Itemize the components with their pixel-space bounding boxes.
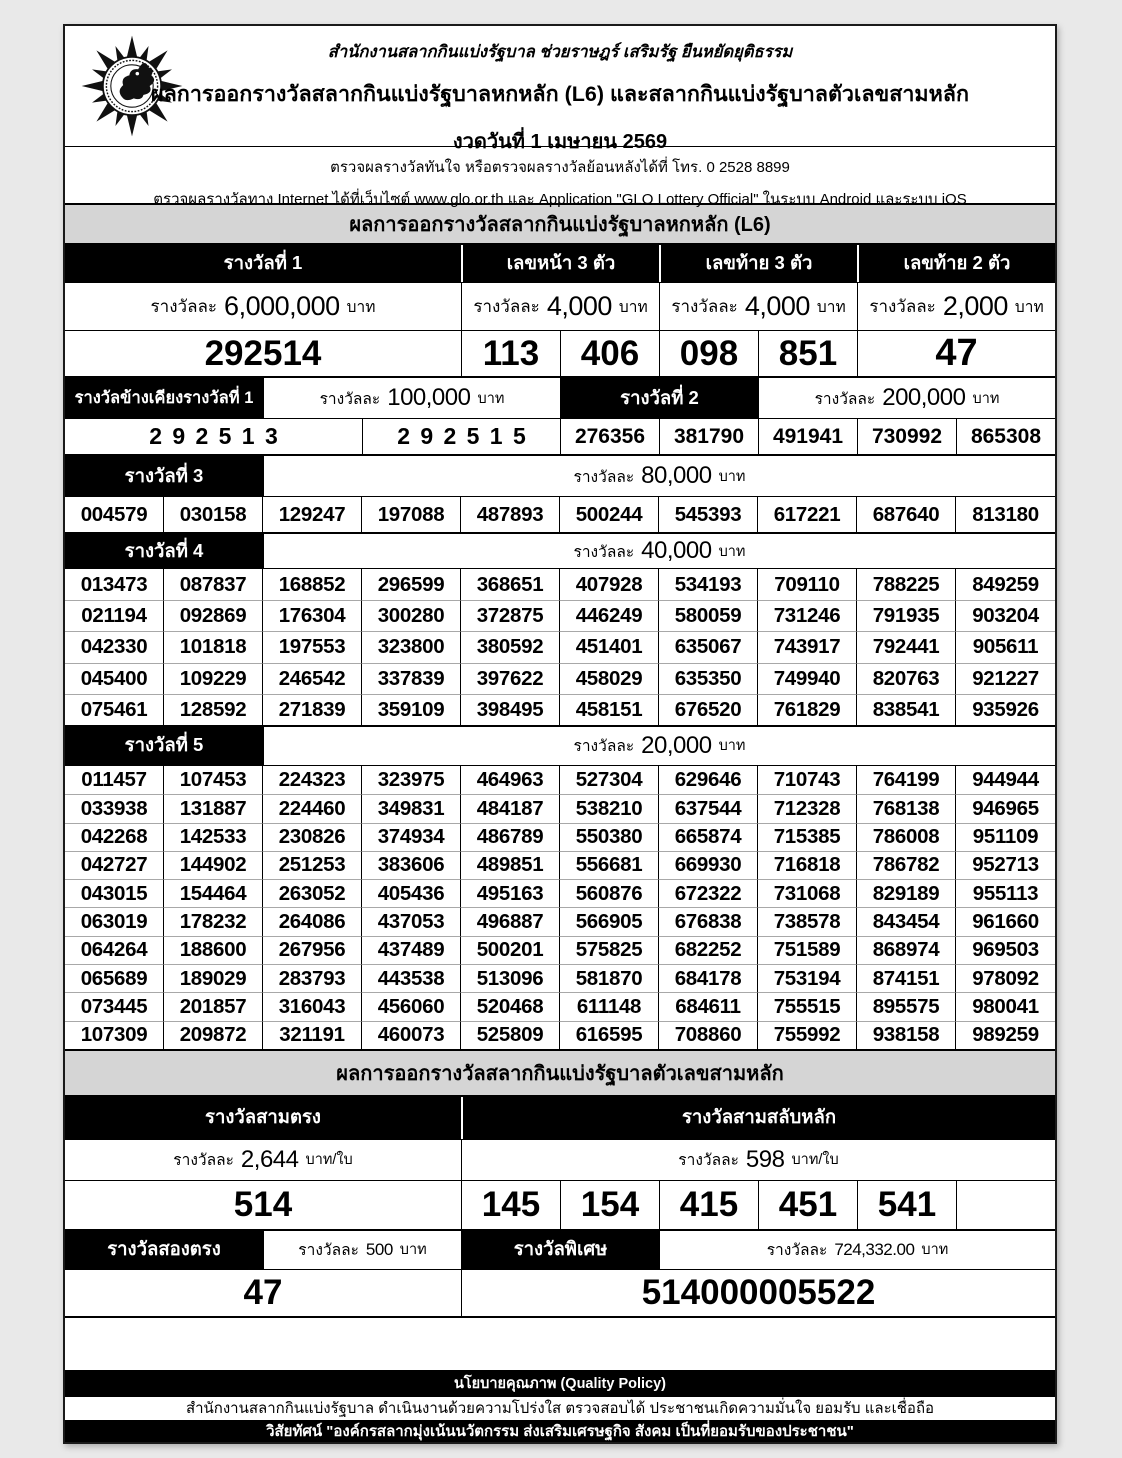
- number-cell: 635067: [659, 631, 758, 662]
- two-straight-header: รางวัลสองตรง: [65, 1231, 263, 1269]
- front3-header: เลขหน้า 3 ตัว: [461, 245, 659, 282]
- number-cell: 687640: [857, 497, 956, 532]
- number-cell: 731068: [758, 879, 857, 907]
- number-cell: 407928: [560, 569, 659, 600]
- number-cell: 456060: [362, 992, 461, 1020]
- prize5-numbers-grid: [65, 765, 1055, 1049]
- number-cell: 030158: [164, 497, 263, 532]
- number-cell: 534193: [659, 569, 758, 600]
- number-cell: 092869: [164, 600, 263, 631]
- prize2-amount: รางวัลละ 200,000 บาท: [758, 378, 1055, 418]
- number-cell: 458029: [560, 663, 659, 694]
- number-cell: 224323: [263, 766, 362, 794]
- number-cell: 575825: [560, 936, 659, 964]
- prize-amount-label: รางวัลละ: [150, 297, 218, 316]
- number-cell: 251253: [263, 851, 362, 879]
- prize4-amount: รางวัลละ 40,000 บาท: [263, 534, 1055, 568]
- number-cell: 751589: [758, 936, 857, 964]
- number-cell: 786008: [857, 823, 956, 851]
- section-title-l6: ผลการออกรางวัลสลากกินแบ่งรัฐบาลหกหลัก (L6): [65, 203, 1055, 245]
- number-cell: 451401: [560, 631, 659, 662]
- number-cell: 611148: [560, 992, 659, 1020]
- number-cell: 978092: [956, 964, 1055, 992]
- number-cell: 201857: [164, 992, 263, 1020]
- two-straight-special-numbers-row: [65, 1269, 1055, 1316]
- front3-amount: รางวัลละ 4,000 บาท: [461, 283, 659, 330]
- prize2-number: 276356: [560, 419, 659, 454]
- number-cell: 764199: [857, 766, 956, 794]
- number-cell: 955113: [956, 879, 1055, 907]
- empty-cell: [956, 1181, 1055, 1229]
- number-cell: 527304: [560, 766, 659, 794]
- number-cell: 684611: [659, 992, 758, 1020]
- agency-tagline: สำนักงานสลากกินแบ่งรัฐบาล ช่วยราษฎร์ เสริมรัฐ ยืนหยัดยุติธรรม: [327, 43, 793, 61]
- number-cell: 989259: [956, 1021, 1055, 1049]
- number-cell: 676520: [659, 694, 758, 725]
- section-title-n3: ผลการออกรางวัลสลากกินแบ่งรัฐบาลตัวเลขสามหลัก: [65, 1049, 1055, 1097]
- number-cell: 042727: [65, 851, 164, 879]
- front3-number: 406: [560, 331, 659, 376]
- number-cell: 042330: [65, 631, 164, 662]
- number-cell: 580059: [659, 600, 758, 631]
- quality-policy-text: สำนักงานสลากกินแบ่งรัฐบาล ดำเนินงานด้วยความโปร่งใส ตรวจสอบได้ ประชาชนเกิดความมั่นใจ ยอมรับ และเชื่อถือ: [185, 1400, 935, 1418]
- number-cell: 525809: [461, 1021, 560, 1049]
- number-cell: 895575: [857, 992, 956, 1020]
- number-cell: 710743: [758, 766, 857, 794]
- number-cell: 786782: [857, 851, 956, 879]
- number-cell: 178232: [164, 907, 263, 935]
- number-cell: 372875: [461, 600, 560, 631]
- n3-header-row: [65, 1097, 1055, 1139]
- number-cell: 715385: [758, 823, 857, 851]
- number-cell: 224460: [263, 794, 362, 822]
- number-cell: 397622: [461, 663, 560, 694]
- lottery-result-sheet: [63, 24, 1057, 1444]
- first-prize-header-row: [65, 245, 1055, 282]
- number-cell: 374934: [362, 823, 461, 851]
- number-cell: 168852: [263, 569, 362, 600]
- number-cell: 629646: [659, 766, 758, 794]
- number-cell: 905611: [956, 631, 1055, 662]
- number-cell: 788225: [857, 569, 956, 600]
- number-cell: 013473: [65, 569, 164, 600]
- number-cell: 144902: [164, 851, 263, 879]
- number-cell: 142533: [164, 823, 263, 851]
- number-cell: 437489: [362, 936, 461, 964]
- prize2-number: 491941: [758, 419, 857, 454]
- three-permuted-number: 541: [857, 1181, 956, 1229]
- front3-number: 113: [461, 331, 560, 376]
- prize1-amount: [65, 283, 461, 330]
- document-header: [65, 26, 1055, 153]
- two-straight-special-header-row: [65, 1229, 1055, 1269]
- document-title: ผลการออกรางวัลสลากกินแบ่งรัฐบาลหกหลัก (L6) และสลากกินแบ่งรัฐบาลตัวเลขสามหลัก: [151, 82, 969, 106]
- number-cell: 337839: [362, 663, 461, 694]
- number-cell: 263052: [263, 879, 362, 907]
- special-prize-amount: รางวัลละ 724,332.00 บาท: [659, 1231, 1055, 1269]
- number-cell: 073445: [65, 992, 164, 1020]
- last3-number: 851: [758, 331, 857, 376]
- number-cell: 321191: [263, 1021, 362, 1049]
- number-cell: 665874: [659, 823, 758, 851]
- prize4-numbers-grid: [65, 568, 1055, 725]
- number-cell: 672322: [659, 879, 758, 907]
- three-permuted-number: 415: [659, 1181, 758, 1229]
- number-cell: 513096: [461, 964, 560, 992]
- number-cell: 087837: [164, 569, 263, 600]
- special-prize-number: 514000005522: [461, 1270, 1055, 1316]
- number-cell: 921227: [956, 663, 1055, 694]
- three-straight-amount: รางวัลละ 2,644 บาท/ใบ: [173, 1145, 353, 1173]
- number-cell: 616595: [560, 1021, 659, 1049]
- adjacent-amount: รางวัลละ 100,000 บาท: [263, 378, 560, 418]
- number-cell: 230826: [263, 823, 362, 851]
- prize4-header: รางวัลที่ 4: [65, 534, 263, 568]
- prize1-header: รางวัลที่ 1: [65, 245, 461, 282]
- two-straight-number: 47: [243, 1272, 283, 1312]
- prize-amount-unit: บาท: [346, 299, 376, 316]
- first-prize-numbers-row: [65, 330, 1055, 376]
- prize4-header-row: [65, 532, 1055, 568]
- number-cell: 952713: [956, 851, 1055, 879]
- number-cell: 550380: [560, 823, 659, 851]
- number-cell: 944944: [972, 768, 1039, 792]
- number-cell: 743917: [758, 631, 857, 662]
- prize3-numbers-grid: [65, 496, 1055, 532]
- number-cell: 189029: [164, 964, 263, 992]
- number-cell: 323975: [362, 766, 461, 794]
- adjacent-header: รางวัลข้างเคียงรางวัลที่ 1: [65, 378, 263, 418]
- number-cell: 637544: [659, 794, 758, 822]
- three-straight-number: 514: [233, 1184, 293, 1224]
- number-cell: 500244: [560, 497, 659, 532]
- number-cell: 443538: [362, 964, 461, 992]
- number-cell: 021194: [65, 600, 164, 631]
- number-cell: 011457: [65, 766, 164, 794]
- prize2-number: 381790: [659, 419, 758, 454]
- number-cell: 405436: [362, 879, 461, 907]
- number-cell: 500201: [461, 936, 560, 964]
- last3-header: เลขท้าย 3 ตัว: [659, 245, 857, 282]
- number-cell: 716818: [758, 851, 857, 879]
- adjacent-number: 292515: [362, 419, 560, 454]
- number-cell: 283793: [263, 964, 362, 992]
- number-cell: 820763: [857, 663, 956, 694]
- blank-row: [65, 1316, 1055, 1370]
- number-cell: 935926: [956, 694, 1055, 725]
- number-cell: 813180: [972, 502, 1039, 526]
- n3-numbers-row: [65, 1180, 1055, 1229]
- number-cell: 768138: [857, 794, 956, 822]
- number-cell: 495163: [461, 879, 560, 907]
- three-permuted-header: รางวัลสามสลับหลัก: [461, 1097, 1055, 1139]
- number-cell: 004579: [65, 497, 164, 532]
- number-cell: 131887: [164, 794, 263, 822]
- number-cell: 380592: [461, 631, 560, 662]
- number-cell: 581870: [560, 964, 659, 992]
- number-cell: 349831: [362, 794, 461, 822]
- adjacent-prize2-header-row: [65, 376, 1055, 418]
- number-cell: 458151: [560, 694, 659, 725]
- number-cell: 109229: [164, 663, 263, 694]
- first-prize-amount-row: [65, 282, 1055, 330]
- number-cell: 383606: [362, 851, 461, 879]
- number-cell: 738578: [758, 907, 857, 935]
- n3-amount-row: [65, 1139, 1055, 1180]
- number-cell: 545393: [659, 497, 758, 532]
- special-prize-header: รางวัลพิเศษ: [461, 1231, 659, 1269]
- prize2-header: รางวัลที่ 2: [560, 378, 758, 418]
- number-cell: 520468: [461, 992, 560, 1020]
- prize2-number: 865308: [956, 419, 1055, 454]
- last2-amount: รางวัลละ 2,000 บาท: [857, 283, 1055, 330]
- number-cell: 749940: [758, 663, 857, 694]
- number-cell: 753194: [758, 964, 857, 992]
- number-cell: 682252: [659, 936, 758, 964]
- number-cell: 708860: [659, 1021, 758, 1049]
- number-cell: 197553: [263, 631, 362, 662]
- number-cell: 684178: [659, 964, 758, 992]
- number-cell: 496887: [461, 907, 560, 935]
- number-cell: 101818: [164, 631, 263, 662]
- number-cell: 938158: [857, 1021, 956, 1049]
- number-cell: 874151: [857, 964, 956, 992]
- number-cell: 043015: [65, 879, 164, 907]
- three-permuted-number: 145: [461, 1181, 560, 1229]
- number-cell: 464963: [461, 766, 560, 794]
- number-cell: 843454: [857, 907, 956, 935]
- number-cell: 271839: [263, 694, 362, 725]
- number-cell: 209872: [164, 1021, 263, 1049]
- number-cell: 709110: [758, 569, 857, 600]
- number-cell: 951109: [956, 823, 1055, 851]
- number-cell: 323800: [362, 631, 461, 662]
- info-phone-line: ตรวจผลรางวัลทันใจ หรือตรวจผลรางวัลย้อนหลังได้ที่ โทร. 0 2528 8899: [330, 159, 790, 176]
- number-cell: 267956: [263, 936, 362, 964]
- number-cell: 761829: [758, 694, 857, 725]
- number-cell: 107309: [65, 1021, 164, 1049]
- prize5-header: รางวัลที่ 5: [65, 727, 263, 765]
- number-cell: 359109: [362, 694, 461, 725]
- last2-header: เลขท้าย 2 ตัว: [857, 245, 1055, 282]
- number-cell: 460073: [362, 1021, 461, 1049]
- number-cell: 560876: [560, 879, 659, 907]
- number-cell: 791935: [857, 600, 956, 631]
- prize2-number: 730992: [857, 419, 956, 454]
- prize5-amount: รางวัลละ 20,000 บาท: [263, 727, 1055, 765]
- adjacent-number: 292513: [149, 423, 289, 449]
- number-cell: 065689: [65, 964, 164, 992]
- number-cell: 676838: [659, 907, 758, 935]
- three-permuted-number: 451: [758, 1181, 857, 1229]
- number-cell: 484187: [461, 794, 560, 822]
- number-cell: 316043: [263, 992, 362, 1020]
- number-cell: 398495: [461, 694, 560, 725]
- prize5-header-row: [65, 725, 1055, 765]
- number-cell: 188600: [164, 936, 263, 964]
- three-permuted-number: 154: [560, 1181, 659, 1229]
- number-cell: 566905: [560, 907, 659, 935]
- prize3-amount: รางวัลละ 80,000 บาท: [263, 456, 1055, 496]
- number-cell: 045400: [65, 663, 164, 694]
- number-cell: 487893: [461, 497, 560, 532]
- number-cell: 064264: [65, 936, 164, 964]
- last3-number: 098: [659, 331, 758, 376]
- number-cell: 042268: [65, 823, 164, 851]
- three-straight-header: รางวัลสามตรง: [65, 1097, 461, 1139]
- number-cell: 731246: [758, 600, 857, 631]
- prize-amount-value: 6,000,000: [224, 291, 340, 321]
- number-cell: 792441: [857, 631, 956, 662]
- number-cell: 489851: [461, 851, 560, 879]
- number-cell: 063019: [65, 907, 164, 935]
- number-cell: 033938: [65, 794, 164, 822]
- number-cell: 961660: [956, 907, 1055, 935]
- vision-bar: วิสัยทัศน์ "องค์กรสลากมุ่งเน้นนวัตกรรม ส่งเสริมเศรษฐกิจ สังคม เป็นที่ยอมรับของประชาชน": [65, 1420, 1055, 1442]
- number-cell: 838541: [857, 694, 956, 725]
- draw-date: งวดวันที่ 1 เมษายน 2569: [452, 131, 668, 153]
- last3-amount: รางวัลละ 4,000 บาท: [659, 283, 857, 330]
- number-cell: 868974: [857, 936, 956, 964]
- number-cell: 176304: [263, 600, 362, 631]
- number-cell: 368651: [461, 569, 560, 600]
- number-cell: 107453: [164, 766, 263, 794]
- number-cell: 128592: [164, 694, 263, 725]
- three-permuted-amount: รางวัลละ 598 บาท/ใบ: [461, 1140, 1055, 1180]
- number-cell: 296599: [362, 569, 461, 600]
- number-cell: 246542: [263, 663, 362, 694]
- prize3-header-row: [65, 454, 1055, 496]
- number-cell: 849259: [972, 572, 1039, 596]
- last2-number: 47: [857, 331, 1055, 376]
- prize1-number: 292514: [204, 333, 322, 373]
- number-cell: 129247: [263, 497, 362, 532]
- number-cell: 903204: [956, 600, 1055, 631]
- number-cell: 617221: [758, 497, 857, 532]
- number-cell: 946965: [956, 794, 1055, 822]
- info-internet-line: ตรวจผลรางวัลทาง Internet ได้ที่เว็บไซต์ www.glo.or.th และ Application "GLO Lottery Official" ในระบบ Android และระบบ iOS: [153, 191, 967, 208]
- number-cell: 538210: [560, 794, 659, 822]
- number-cell: 669930: [659, 851, 758, 879]
- number-cell: 446249: [560, 600, 659, 631]
- adjacent-prize2-numbers-row: [65, 418, 1055, 454]
- quality-policy-title-bar: นโยบายคุณภาพ (Quality Policy): [65, 1370, 1055, 1397]
- number-cell: 635350: [659, 663, 758, 694]
- number-cell: 755992: [758, 1021, 857, 1049]
- number-cell: 712328: [758, 794, 857, 822]
- two-straight-amount: รางวัลละ 500 บาท: [263, 1231, 461, 1269]
- number-cell: 969503: [956, 936, 1055, 964]
- number-cell: 075461: [65, 694, 164, 725]
- number-cell: 300280: [362, 600, 461, 631]
- number-cell: 486789: [461, 823, 560, 851]
- number-cell: 197088: [362, 497, 461, 532]
- number-cell: 437053: [362, 907, 461, 935]
- number-cell: 154464: [164, 879, 263, 907]
- number-cell: 980041: [956, 992, 1055, 1020]
- number-cell: 556681: [560, 851, 659, 879]
- prize3-header: รางวัลที่ 3: [65, 456, 263, 496]
- number-cell: 829189: [857, 879, 956, 907]
- number-cell: 264086: [263, 907, 362, 935]
- number-cell: 755515: [758, 992, 857, 1020]
